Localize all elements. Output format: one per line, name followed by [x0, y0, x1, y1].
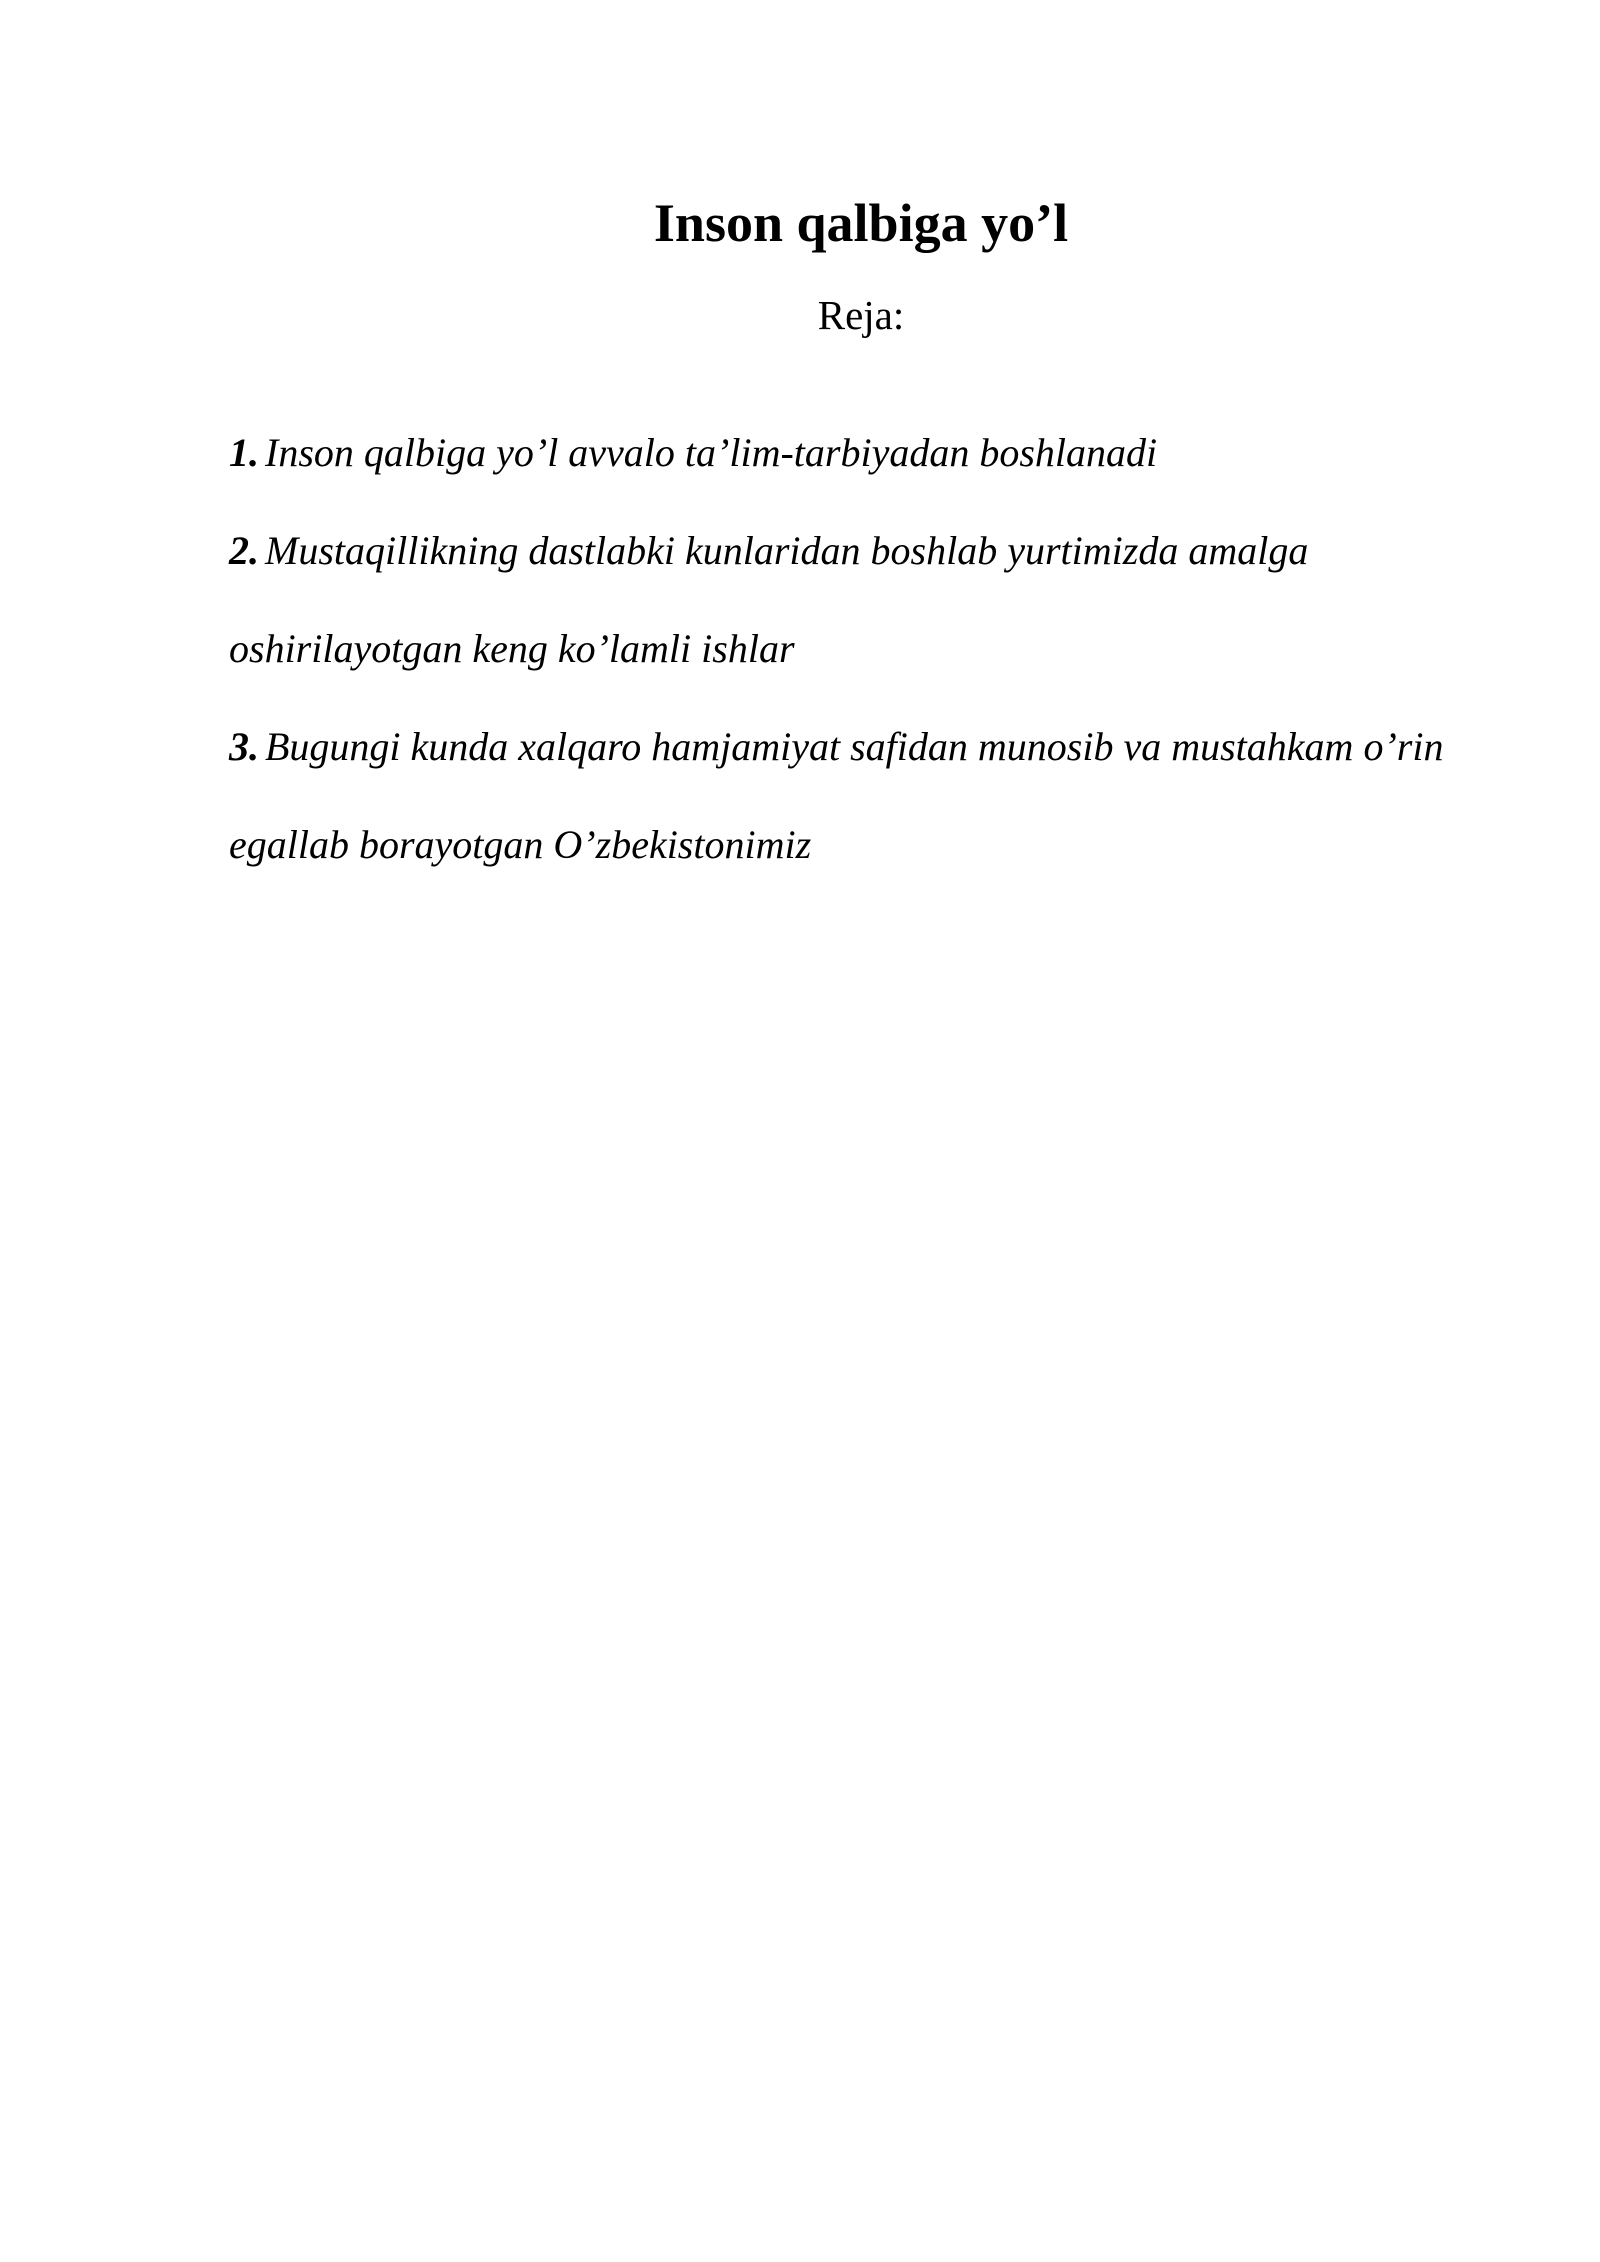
plan-item-text: Bugungi kunda xalqaro hamjamiyat safidan munosib va mustahkam o’rin egallab borayotgan O’zbekistonimiz: [229, 724, 1444, 867]
plan-item-number: 2.: [229, 528, 259, 573]
plan-item-text: Inson qalbiga yo’l avvalo ta’lim-tarbiyadan boshlanadi: [265, 430, 1158, 475]
plan-item-text: Mustaqillikning dastlabki kunlaridan boshlab yurtimizda amalga oshirilayotgan keng ko’lamli ishlar: [229, 528, 1309, 671]
plan-item-number: 1.: [229, 430, 259, 475]
document-title: Inson qalbiga yo’l: [653, 193, 1069, 254]
plan-item-number: 3.: [229, 724, 259, 769]
plan-item-3: [229, 698, 1489, 894]
plan-item-2: [229, 502, 1489, 698]
plan-heading: Reja:: [817, 292, 905, 338]
plan-item-1: [229, 404, 1489, 502]
plan-list: [229, 404, 1489, 894]
